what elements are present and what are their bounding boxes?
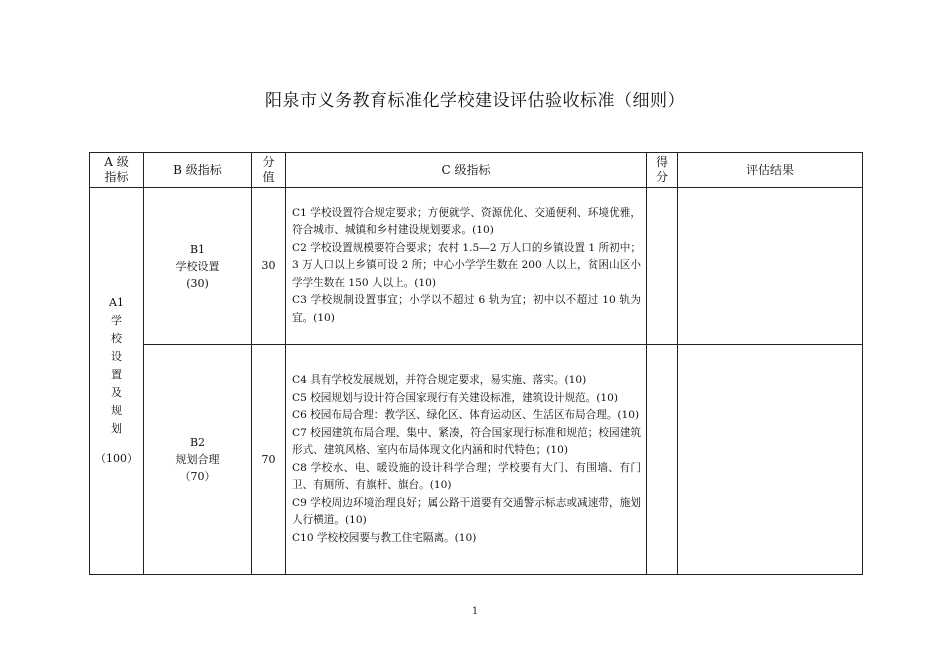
table-row-b1 [90,188,863,345]
a1-name-char: 设 [111,350,122,363]
c-indicator-item: C3 学校规制设置事宜；小学以不超过 6 轨为宜；初中以不超过 10 轨为宜。(10) [292,294,641,324]
header-a-level [90,153,144,188]
a1-name-char: 学 [111,314,122,327]
header-score-line2: 分 [655,170,668,184]
table-header-row [90,153,863,188]
b1-name: 学校设置 [175,259,220,273]
a1-name-char: 划 [111,422,122,435]
a1-points: （100） [95,452,138,465]
c-indicator-item: C1 学校设置符合规定要求；方便就学、资源优化、交通便利、环境优雅，符合城市、城镇和乡村建设规划要求。(10) [292,206,641,237]
header-b-level: B 级指标 [144,153,252,188]
c-indicator-item: C8 学校水、电、暖设施的设计科学合理；学校要有大门、有围墙、有门卫、有厕所、有旗杆、旗台。(10) [292,461,641,491]
b1-result-cell [678,188,863,345]
a1-name-char: 校 [111,332,122,345]
a1-name-char: 规 [111,404,122,417]
b2-code: B2 [189,436,206,449]
page-number: 1 [471,606,479,617]
b1-points-label: (30) [186,276,209,290]
header-score-line1: 得 [655,155,668,169]
c-indicator-item: C2 学校设置规模要符合要求；农村 1.5—2 万人口的乡镇设置 1 所初中；3 万人口以上乡镇可设 2 所；中心小学学生数在 200 人以上，贫困山区小学学生数在 150 人以上。(10) [292,241,641,289]
c-indicator-item: C9 学校周边环境治理良好；属公路干道要有交通警示标志或减速带，施划人行横道。(10) [292,496,641,526]
header-points [252,153,286,188]
header-score [647,153,678,188]
a1-name-char: 及 [111,386,122,399]
c-indicator-item: C5 校园规划与设计符合国家现行有关建设标准，建筑设计规范。(10) [292,391,618,404]
b2-c-indicators-cell [286,345,647,575]
header-points-line2: 值 [262,170,275,184]
b2-points-label: （70） [179,470,216,483]
b1-points-cell: 30 [252,188,286,345]
table-row-b2 [90,345,863,575]
b1-indicator-cell [144,188,252,345]
b2-score-cell [647,345,678,575]
b2-result-cell [678,345,863,575]
evaluation-criteria-table [89,152,863,575]
a1-indicator-cell [90,188,144,575]
page-title: 阳泉市义务教育标准化学校建设评估验收标准（细则） [265,91,685,111]
b1-c-indicators-cell [286,188,647,345]
header-points-line1: 分 [262,155,275,169]
b2-name: 规划合理 [175,453,220,466]
b2-points-cell: 70 [252,345,286,575]
c-indicator-item: C4 具有学校发展规划，并符合规定要求，易实施、落实。(10) [292,374,587,386]
a1-name-char: 置 [111,368,122,381]
c-indicator-item: C7 校园建筑布局合理、集中、紧凑，符合国家现行标准和规范；校园建筑形式、建筑风格、室内布局体现文化内涵和时代特色；(10) [292,426,641,456]
c-indicator-item: C10 学校校园要与教工住宅隔离。(10) [292,531,477,544]
a1-code: A1 [109,296,124,309]
b1-code: B1 [189,242,206,256]
header-c-level: C 级指标 [286,153,647,188]
header-a-level-line2: 指标 [104,170,129,184]
b1-score-cell [647,188,678,345]
header-result: 评估结果 [678,153,863,188]
b2-indicator-cell [144,345,252,575]
header-a-level-line1: A 级 [104,155,129,169]
c-indicator-item: C6 校园布局合理：教学区、绿化区、体育运动区、生活区布局合理。(10) [292,409,640,421]
